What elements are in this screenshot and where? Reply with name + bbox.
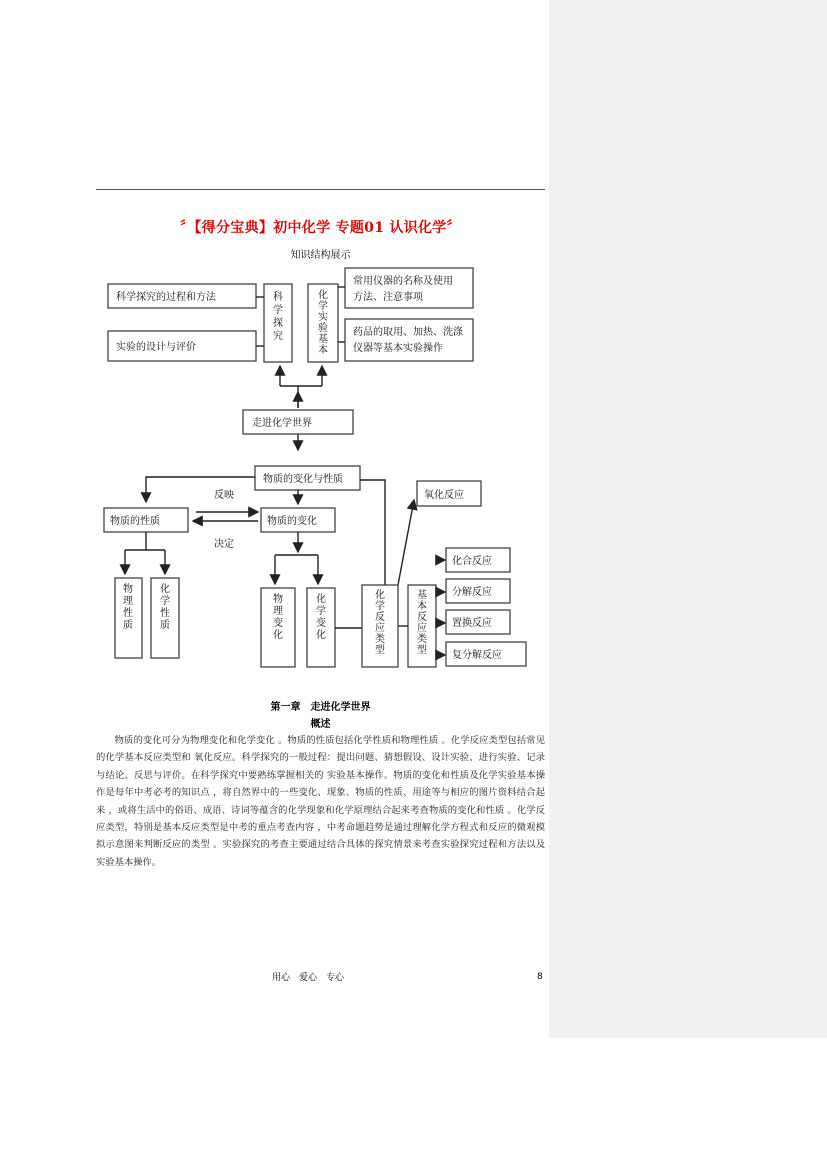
chem-basics-char-0: 化 xyxy=(318,290,328,301)
box-combination xyxy=(446,548,510,572)
experiment-design-label: 实验的设计与评价 xyxy=(116,342,196,353)
physical-property-char-3: 质 xyxy=(123,620,133,631)
document-title: 〞【得分宝典】初中化学 专题01 认识化学〞 xyxy=(180,220,461,236)
box-instruments xyxy=(345,268,473,308)
chemical-change-char-2: 变 xyxy=(316,618,326,629)
chemical-property-char-2: 性 xyxy=(160,608,170,619)
instruments-line-1: 方法、注意事项 xyxy=(353,292,423,303)
chemical-change-char-0: 化 xyxy=(316,594,326,605)
box-science-inquiry xyxy=(264,284,292,362)
box-chemical-property xyxy=(151,578,179,658)
chemical-change-char-3: 化 xyxy=(316,630,326,641)
box-basic-reaction-types xyxy=(408,585,436,667)
basic-types-char-2: 反 xyxy=(417,612,427,623)
physical-change-char-3: 化 xyxy=(273,630,283,641)
box-change-and-property xyxy=(255,466,360,490)
reaction-types-char-0: 化 xyxy=(375,590,385,601)
decomposition-label: 分解反应 xyxy=(452,587,492,598)
combination-label: 化合反应 xyxy=(452,556,492,567)
science-inquiry-char-3: 究 xyxy=(273,331,283,342)
physical-property-char-2: 性 xyxy=(123,608,133,619)
physical-change-char-2: 变 xyxy=(273,618,283,629)
double-decomposition-label: 复分解反应 xyxy=(452,650,502,661)
box-chemical-change xyxy=(307,588,335,667)
physical-property-char-0: 物 xyxy=(123,584,133,595)
science-inquiry-char-1: 学 xyxy=(273,305,283,316)
basic-types-char-1: 本 xyxy=(417,601,427,612)
instruments-line-0: 常用仪器的名称及使用 xyxy=(353,276,453,287)
change-of-matter-label: 物质的变化 xyxy=(267,516,317,527)
box-experiment-design xyxy=(108,331,256,361)
connector xyxy=(146,477,255,500)
chem-basics-char-3: 验 xyxy=(318,323,328,334)
reaction-types-char-5: 型 xyxy=(375,645,385,656)
physical-property-char-1: 理 xyxy=(123,596,133,607)
box-science-process xyxy=(108,284,256,308)
box-chem-experiment-basics xyxy=(308,284,338,362)
arrow xyxy=(398,500,414,585)
chem-basics-char-4: 基 xyxy=(318,334,328,345)
science-process-label: 科学探究的过程和方法 xyxy=(116,292,216,303)
determines-label: 决定 xyxy=(214,539,234,550)
basic-types-char-5: 型 xyxy=(417,645,427,656)
reflects-label: 反映 xyxy=(214,490,234,501)
box-reaction-types xyxy=(362,585,398,667)
box-displacement xyxy=(446,610,510,634)
physical-change-char-1: 理 xyxy=(273,606,283,617)
enter-chem-world-label: 走进化学世界 xyxy=(252,418,312,429)
reaction-types-char-1: 学 xyxy=(375,601,385,612)
chemical-property-char-1: 学 xyxy=(160,596,170,607)
science-inquiry-char-0: 科 xyxy=(273,292,283,303)
change-and-property-label: 物质的变化与性质 xyxy=(263,474,343,485)
connector xyxy=(360,480,385,585)
overview-heading: 概述 xyxy=(310,719,331,730)
reaction-types-char-2: 反 xyxy=(375,612,385,623)
box-reagents xyxy=(345,319,473,361)
chem-basics-char-2: 实 xyxy=(318,312,328,323)
chemical-change-char-1: 学 xyxy=(316,606,326,617)
reaction-types-char-4: 类 xyxy=(375,634,385,645)
chem-basics-char-5: 本 xyxy=(318,345,328,356)
page-number: 8 xyxy=(537,972,543,982)
document-subtitle: 知识结构展示 xyxy=(290,250,351,261)
oxidation-label: 氧化反应 xyxy=(424,490,464,501)
chemical-property-char-3: 质 xyxy=(160,620,170,631)
chemical-property-char-0: 化 xyxy=(160,584,170,595)
overview-paragraph: 物质的变化可分为物理变化和化学变化 。物质的性质包括化学性质和物理性质 。化学反应类型包括常见的化学基本反应类型和 氧化反应。科学探究的一般过程：提出问题、猜想假设、设计实验、进行实验、记录与结论、反思与评价。在科学探究中要熟练掌握相关的 实验基本操作。物质的变化和性质及化学实验基本操作是每年中考必考的知识点 ，将自然界中的一些变化、现象、物质的性质、用途等与相应的图片资料结合起来 ，或将生活中的俗语、成语、诗词等蕴含的化学现象和化学原理结合起来考查物质的变化和性质 。化学反应类型，特别是基本反应类型是中考的重点考查内容 ，中考命题趋势是通过理解化学方程式和反应的微观模拟示意图来判断反应的类型 。实验探究的考查主要通过结合具体的探究情景来考查实验探究过程和方法以及实验基本操作。 xyxy=(96,735,545,868)
box-oxidation xyxy=(417,481,481,506)
box-enter-chem-world xyxy=(243,410,353,434)
reagents-line-0: 药品的取用、加热、洗涤 xyxy=(353,327,463,338)
chapter-title: 第一章 走进化学世界 xyxy=(270,702,371,713)
box-change-of-matter xyxy=(261,508,335,532)
reagents-line-1: 仪器等基本实验操作 xyxy=(353,343,443,354)
chem-basics-char-1: 学 xyxy=(318,301,328,312)
displacement-label: 置换反应 xyxy=(452,618,492,629)
basic-types-char-3: 应 xyxy=(417,623,427,634)
basic-types-char-4: 类 xyxy=(417,634,427,645)
box-decomposition xyxy=(446,579,510,603)
box-property-of-matter xyxy=(104,508,188,532)
science-inquiry-char-2: 探 xyxy=(273,318,283,329)
property-of-matter-label: 物质的性质 xyxy=(110,516,160,527)
box-physical-change xyxy=(261,588,295,667)
physical-change-char-0: 物 xyxy=(273,594,283,605)
reaction-types-char-3: 应 xyxy=(375,623,385,634)
box-physical-property xyxy=(115,578,142,658)
basic-types-char-0: 基 xyxy=(417,590,427,601)
box-double-decomposition xyxy=(446,642,526,666)
page-footer: 用心 爱心 专心 xyxy=(272,973,345,983)
